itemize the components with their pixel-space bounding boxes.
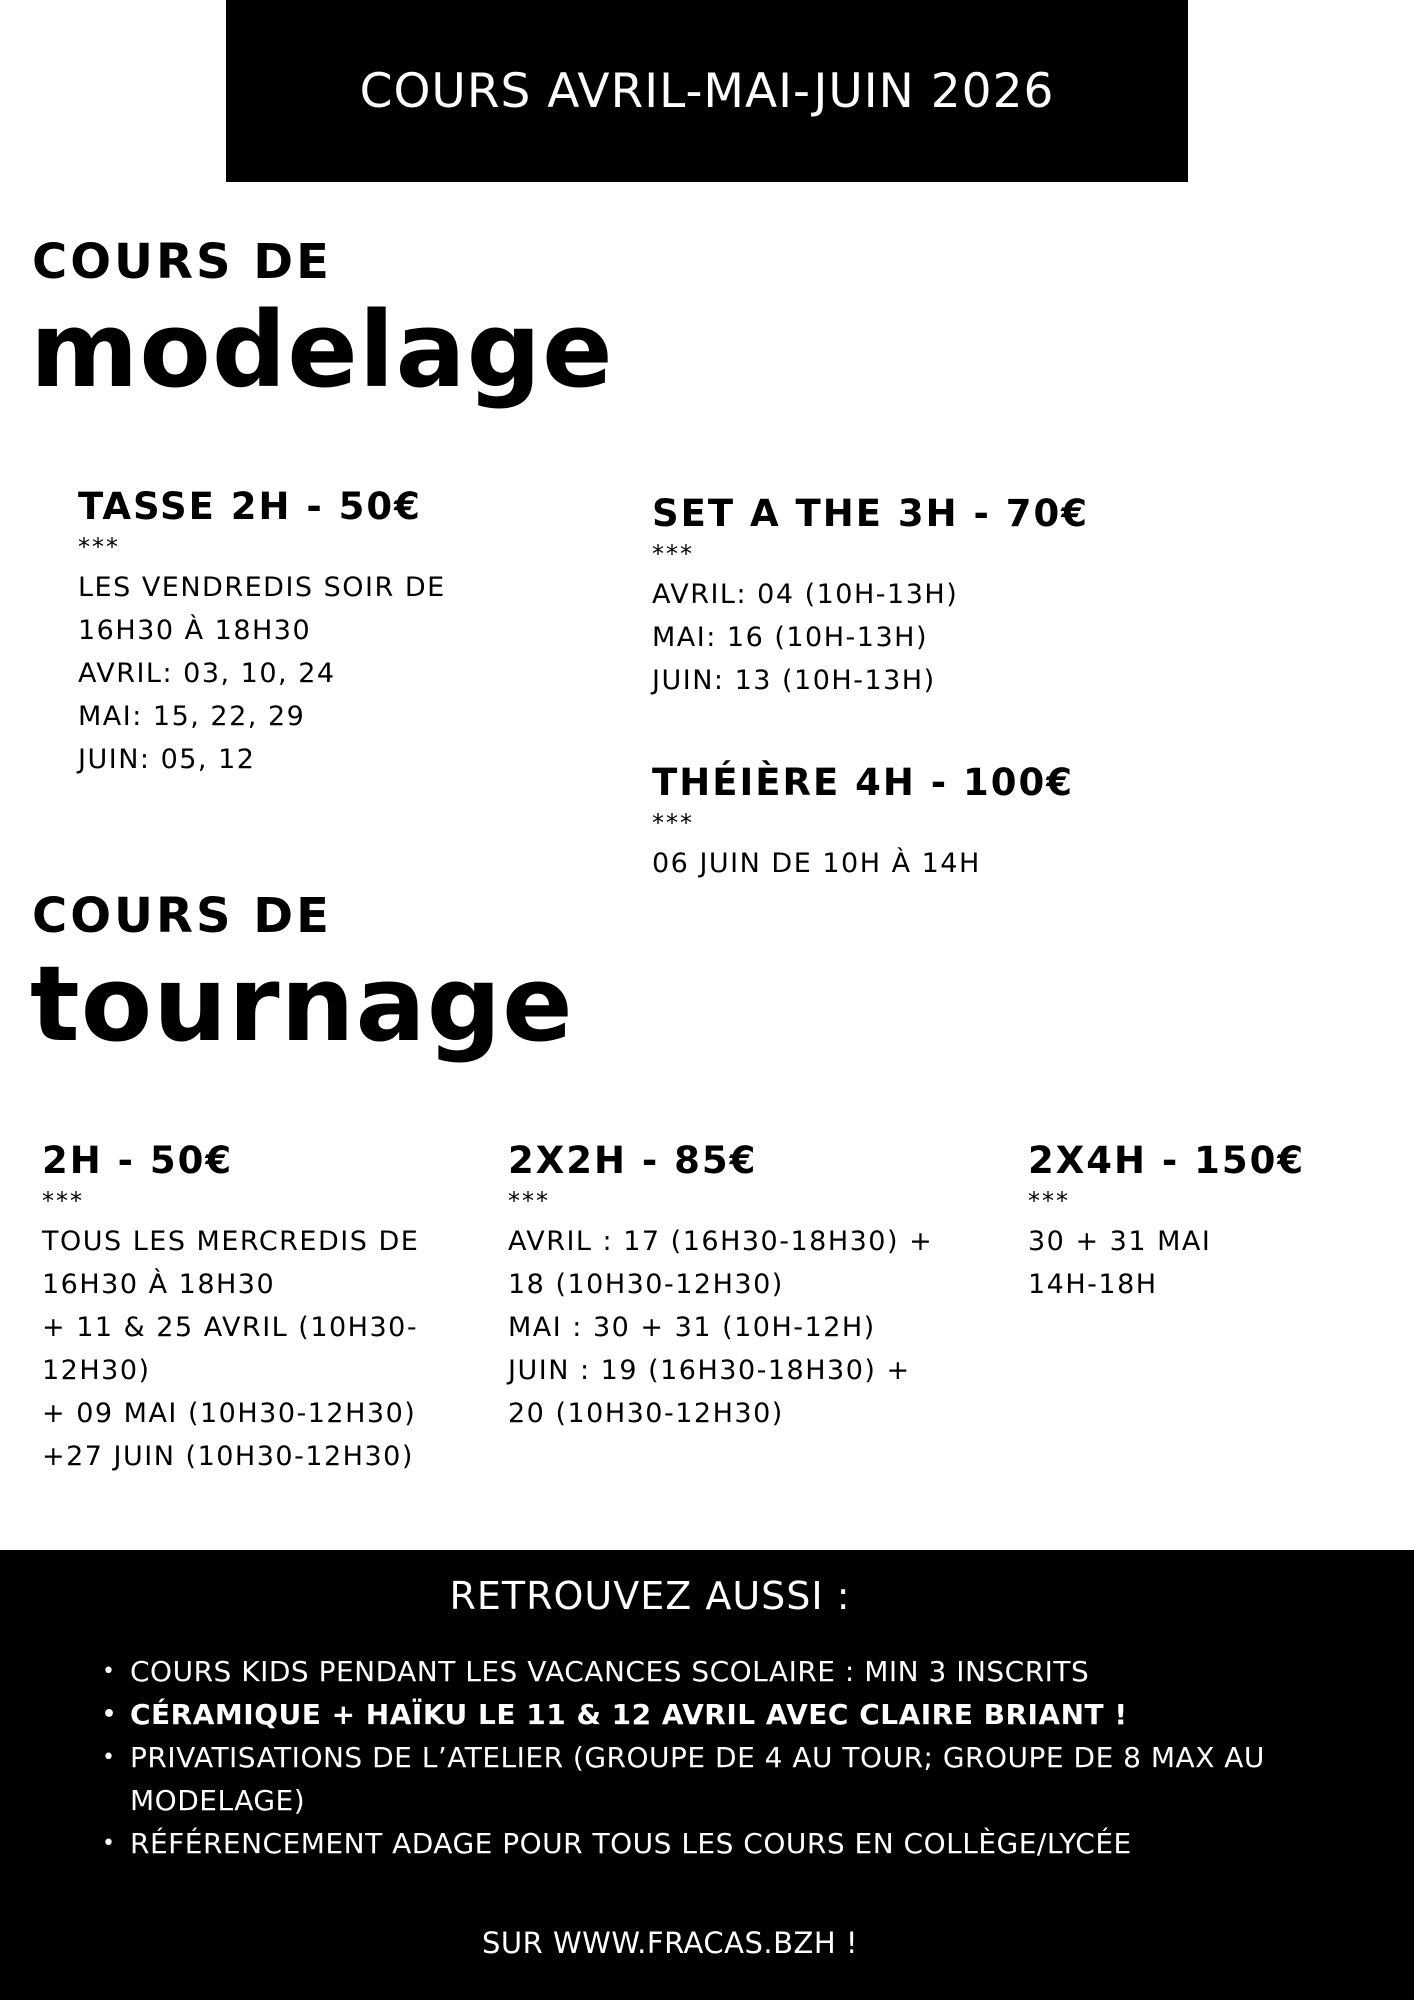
tasse-line: MAI: 15, 22, 29 [78,701,306,732]
tasse-line: 16H30 À 18H30 [78,615,312,646]
set-a-the-line: AVRIL: 04 (10H-13H) [652,579,959,610]
tournage-2h-line: TOUS LES MERCREDIS DE [42,1226,420,1257]
set-a-the-line: JUIN: 13 (10H-13H) [652,665,936,696]
set-a-the-lines [652,573,1089,702]
tournage-2x4h-lines [1028,1220,1305,1306]
tasse-lines [78,566,446,781]
tournage-2h-line: 12H30) [42,1355,151,1386]
website-link[interactable]: SUR WWW.FRACAS.BZH ! [481,1926,859,1960]
tasse-title: TASSE 2H - 50€ [78,485,422,528]
tournage-cours-de: COURS DE [32,888,332,944]
tournage-2x2h-stars: *** [508,1187,550,1215]
set-a-the-block [652,491,1089,702]
tournage-2h-line: 16H30 À 18H30 [42,1269,276,1300]
tournage-2x4h-block [1028,1138,1305,1306]
theiere-lines [652,842,1074,885]
set-a-the-stars: *** [652,540,694,568]
list-item [96,1650,1336,1693]
set-a-the-line: MAI: 16 (10H-13H) [652,622,928,653]
theiere-line: 06 JUIN DE 10H À 14H [652,848,981,879]
list-item-text: PRIVATISATIONS DE L’ATELIER (GROUPE DE 4 AU TOUR; GROUPE DE 8 MAX AU MODELAGE) [130,1741,1265,1817]
tasse-line: AVRIL: 03, 10, 24 [78,658,336,689]
bullet-icon: • [102,1831,116,1856]
list-item-text: CÉRAMIQUE + HAÏKU LE 11 & 12 AVRIL AVEC CLAIRE BRIANT ! [130,1698,1128,1731]
bullet-icon: • [102,1745,116,1770]
tasse-stars: *** [78,533,120,561]
tournage-2h-stars: *** [42,1187,84,1215]
tournage-2x2h-block [508,1138,933,1435]
tournage-2x2h-line: 20 (10H30-12H30) [508,1398,784,1429]
list-item [96,1693,1336,1736]
tournage-heading: tournage [30,943,574,1065]
footer-heading: RETROUVEZ AUSSI : [449,1574,851,1618]
tournage-2h-line: + 09 MAI (10H30-12H30) [42,1398,417,1429]
list-item [96,1736,1336,1822]
set-a-the-title: SET A THE 3H - 70€ [652,492,1089,535]
tournage-2x2h-line: AVRIL : 17 (16H30-18H30) + [508,1226,934,1257]
theiere-block [652,760,1074,885]
bullet-icon: • [102,1659,116,1684]
modelage-heading: modelage [30,289,614,411]
list-item-text: RÉFÉRENCEMENT ADAGE POUR TOUS LES COURS EN COLLÈGE/LYCÉE [130,1827,1132,1860]
tournage-2h-line: +27 JUIN (10H30-12H30) [42,1441,414,1472]
theiere-stars: *** [652,809,694,837]
tournage-2h-block [42,1138,419,1478]
tournage-2h-lines [42,1220,419,1478]
header-band [226,0,1188,182]
tasse-line: JUIN: 05, 12 [78,744,256,775]
bullet-icon: • [102,1702,117,1727]
modelage-cours-de: COURS DE [32,234,332,290]
list-item [96,1822,1336,1865]
list-item-text: COURS KIDS PENDANT LES VACANCES SCOLAIRE : MIN 3 INSCRITS [130,1655,1090,1688]
footer-list [96,1650,1336,1865]
tournage-2x2h-line: 18 (10H30-12H30) [508,1269,784,1300]
tournage-2x4h-title: 2X4H - 150€ [1028,1139,1306,1182]
theiere-title: THÉIÈRE 4H - 100€ [652,761,1074,804]
tournage-2x4h-stars: *** [1028,1187,1070,1215]
tournage-2x2h-title: 2X2H - 85€ [508,1139,758,1182]
tasse-block [78,484,446,781]
tournage-2x4h-line: 14H-18H [1028,1269,1158,1300]
tournage-2x2h-lines [508,1220,933,1435]
tournage-2x2h-line: JUIN : 19 (16H30-18H30) + [508,1355,911,1386]
tournage-2h-line: + 11 & 25 AVRIL (10H30- [42,1312,419,1343]
page-title: COURS AVRIL-MAI-JUIN 2026 [359,63,1055,119]
tournage-2x4h-line: 30 + 31 MAI [1028,1226,1212,1257]
tournage-2h-title: 2H - 50€ [42,1139,234,1182]
footer-band [0,1550,1414,2000]
tasse-line: LES VENDREDIS SOIR DE [78,572,446,603]
tournage-2x2h-line: MAI : 30 + 31 (10H-12H) [508,1312,876,1343]
